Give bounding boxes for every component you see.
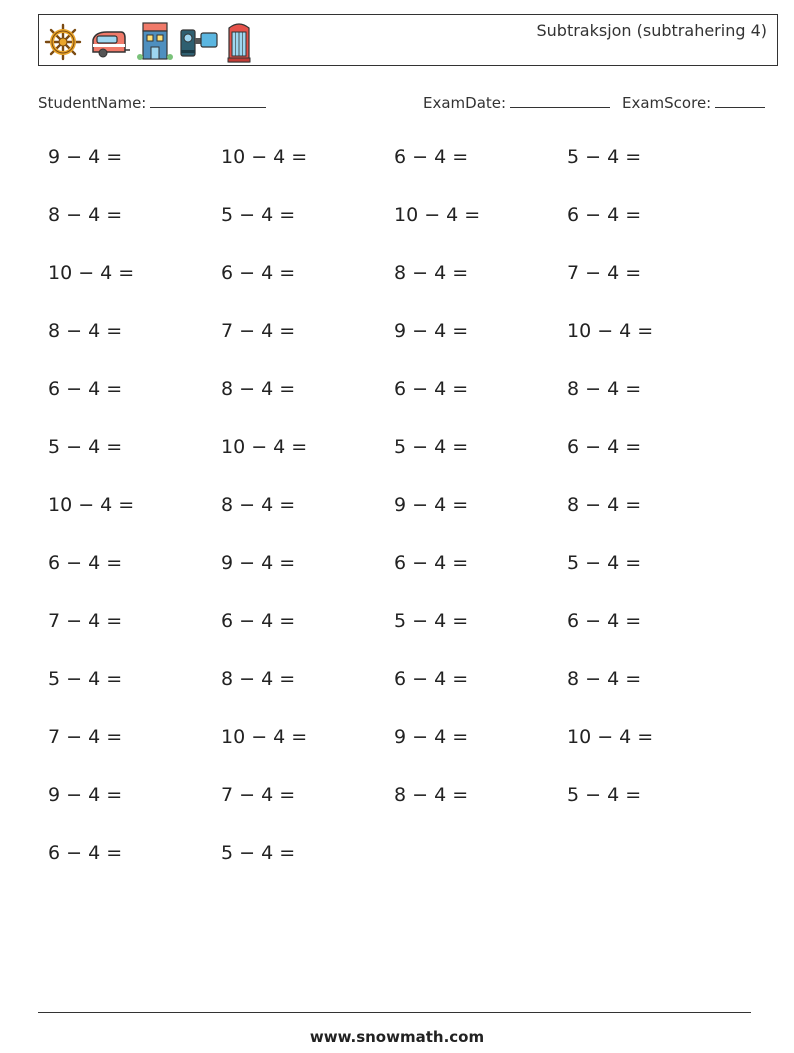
exam-score-blank[interactable] (715, 93, 765, 108)
student-name-field[interactable] (38, 93, 266, 112)
problem-item: 10 − 4 = (48, 494, 135, 516)
sheet-title: Subtraksjon (subtrahering 4) (536, 21, 767, 40)
exam-score-label: ExamScore: (622, 94, 712, 112)
problem-item: 9 − 4 = (394, 726, 469, 748)
problem-item: 8 − 4 = (221, 378, 296, 400)
header-box (38, 14, 778, 66)
problem-item: 5 − 4 = (221, 204, 296, 226)
header-icons (43, 20, 253, 64)
exam-date-field[interactable] (423, 93, 610, 112)
student-name-blank[interactable] (150, 93, 266, 108)
exam-score-field[interactable] (622, 93, 765, 112)
problem-item: 9 − 4 = (394, 494, 469, 516)
student-name-label: StudentName: (38, 94, 147, 112)
problem-item: 6 − 4 = (567, 436, 642, 458)
problem-item: 5 − 4 = (394, 436, 469, 458)
exam-date-blank[interactable] (510, 93, 610, 108)
problem-item: 10 − 4 = (221, 146, 308, 168)
problem-item: 6 − 4 = (567, 204, 642, 226)
problem-item: 6 − 4 = (221, 610, 296, 632)
phone-booth-icon (225, 20, 253, 64)
problem-item: 6 − 4 = (394, 378, 469, 400)
problem-item: 8 − 4 = (394, 262, 469, 284)
problem-item: 8 − 4 = (567, 494, 642, 516)
problem-item: 6 − 4 = (394, 146, 469, 168)
problem-item: 10 − 4 = (394, 204, 481, 226)
problem-item: 6 − 4 = (567, 610, 642, 632)
problem-item: 10 − 4 = (567, 726, 654, 748)
problem-item: 6 − 4 = (48, 842, 123, 864)
problem-item: 8 − 4 = (567, 378, 642, 400)
problem-item: 10 − 4 = (48, 262, 135, 284)
problem-item: 5 − 4 = (221, 842, 296, 864)
problem-item: 8 − 4 = (567, 668, 642, 690)
camper-trailer-icon (89, 22, 131, 62)
problem-item: 8 − 4 = (48, 204, 123, 226)
problem-item: 6 − 4 = (221, 262, 296, 284)
problem-item: 6 − 4 = (48, 552, 123, 574)
problem-item: 5 − 4 = (394, 610, 469, 632)
problem-item: 9 − 4 = (48, 146, 123, 168)
problem-item: 5 − 4 = (567, 784, 642, 806)
problem-item: 7 − 4 = (48, 726, 123, 748)
problem-item: 6 − 4 = (48, 378, 123, 400)
footer-divider (38, 1012, 751, 1013)
problem-item: 6 − 4 = (394, 552, 469, 574)
house-icon (137, 21, 173, 63)
problem-item: 7 − 4 = (221, 784, 296, 806)
problem-item: 5 − 4 = (48, 668, 123, 690)
ship-wheel-icon (43, 22, 83, 62)
problem-item: 5 − 4 = (567, 146, 642, 168)
video-camera-icon (179, 22, 219, 62)
problem-item: 7 − 4 = (221, 320, 296, 342)
problem-item: 9 − 4 = (394, 320, 469, 342)
problem-item: 8 − 4 = (221, 668, 296, 690)
problem-item: 5 − 4 = (48, 436, 123, 458)
problem-item: 8 − 4 = (48, 320, 123, 342)
problem-item: 8 − 4 = (394, 784, 469, 806)
problem-item: 10 − 4 = (221, 726, 308, 748)
problem-item: 9 − 4 = (221, 552, 296, 574)
problem-item: 9 − 4 = (48, 784, 123, 806)
exam-date-label: ExamDate: (423, 94, 507, 112)
problem-item: 10 − 4 = (221, 436, 308, 458)
problem-item: 7 − 4 = (48, 610, 123, 632)
problem-item: 5 − 4 = (567, 552, 642, 574)
problem-item: 6 − 4 = (394, 668, 469, 690)
problem-item: 7 − 4 = (567, 262, 642, 284)
footer-url: www.snowmath.com (309, 1028, 485, 1046)
problem-item: 8 − 4 = (221, 494, 296, 516)
problem-item: 10 − 4 = (567, 320, 654, 342)
